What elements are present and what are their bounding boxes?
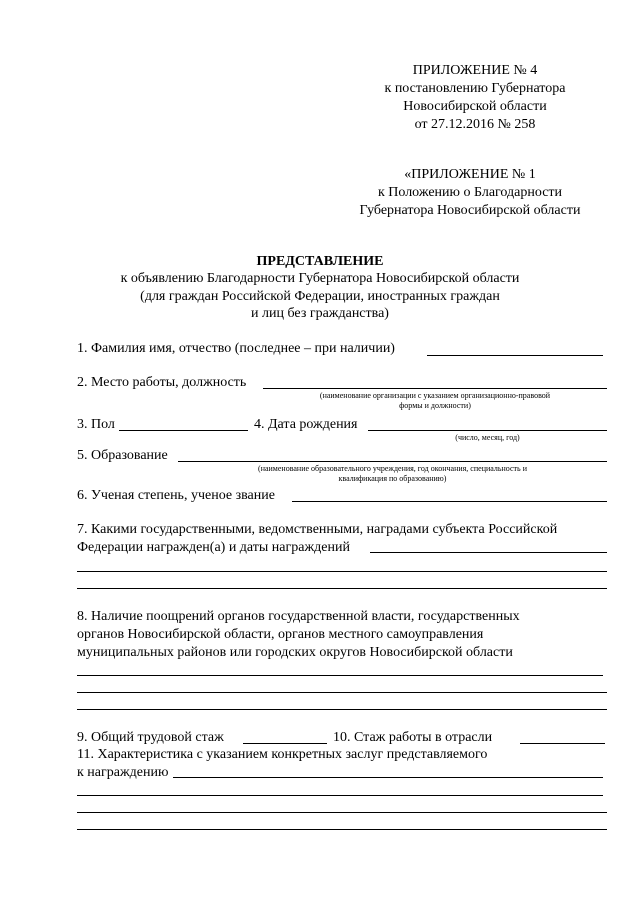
title-sub3: и лиц без гражданства) [251, 306, 389, 321]
field11-line1[interactable] [173, 777, 603, 778]
appendix1-line3: Губернатора Новосибирской области [359, 203, 581, 218]
field7-label-line2: Федерации награжден(а) и даты награждений [77, 540, 350, 555]
field7-line1[interactable] [370, 552, 607, 553]
field11-line3[interactable] [77, 812, 607, 813]
field5-label: 5. Образование [77, 448, 168, 463]
field1-label: 1. Фамилия имя, отчество (последнее – при наличии) [77, 341, 395, 356]
field8-line2[interactable] [77, 692, 607, 693]
field8-line3[interactable] [77, 709, 607, 710]
field7-line2[interactable] [77, 571, 607, 572]
field11-line4[interactable] [77, 829, 607, 830]
field8-label-line2: органов Новосибирской области, органов местного самоуправления [77, 627, 484, 642]
field10-line[interactable] [520, 743, 605, 744]
field2-hint-line2: формы и должности) [399, 401, 471, 410]
title-sub2: (для граждан Российской Федерации, иностранных граждан [140, 289, 500, 304]
appendix4-line1: ПРИЛОЖЕНИЕ № 4 [412, 63, 538, 78]
field1-line[interactable] [427, 355, 603, 356]
field2-hint-line1: (наименование организации с указанием организационно-правовой [319, 391, 551, 400]
field8-line1[interactable] [77, 675, 603, 676]
field6-line[interactable] [292, 501, 607, 502]
field2-line[interactable] [263, 388, 607, 389]
appendix4-line4: от 27.12.2016 № 258 [414, 117, 536, 132]
page-title: ПРЕДСТАВЛЕНИЕ [256, 254, 384, 269]
field8-label-line3: муниципальных районов или городских округов Новосибирской области [77, 645, 513, 660]
field3-line[interactable] [119, 430, 248, 431]
field2-label: 2. Место работы, должность [77, 375, 247, 390]
field5-line[interactable] [178, 461, 607, 462]
field3-label: 3. Пол [77, 417, 115, 432]
appendix4-line2: к постановлению Губернатора [384, 81, 566, 96]
field4-line[interactable] [368, 430, 607, 431]
field6-label: 6. Ученая степень, ученое звание [77, 488, 275, 503]
field5-hint-line1: (наименование образовательного учреждения, год окончания, специальность и [258, 464, 527, 473]
appendix1-header [330, 166, 610, 220]
appendix4-header [380, 62, 570, 134]
field9-line[interactable] [243, 743, 327, 744]
field4-label: 4. Дата рождения [254, 417, 358, 432]
field7-label-line1: 7. Какими государственными, ведомственными, наградами субъекта Российской [77, 522, 558, 537]
field2-hint [263, 391, 607, 411]
field11-label-line1: 11. Характеристика с указанием конкретных заслуг представляемого [77, 747, 488, 762]
field11-label-line2: к награждению [77, 765, 169, 780]
title-sub1: к объявлению Благодарности Губернатора Новосибирской области [120, 271, 520, 286]
field10-label: 10. Стаж работы в отрасли [333, 730, 493, 745]
field5-hint-line2: квалификация по образованию) [338, 474, 447, 483]
field11-line2[interactable] [77, 795, 603, 796]
field8-label-line1: 8. Наличие поощрений органов государственной власти, государственных [77, 609, 520, 624]
field4-hint: (число, месяц, год) [455, 433, 520, 442]
field5-hint [178, 464, 607, 484]
appendix1-line2: к Положению о Благодарности [377, 185, 563, 200]
field7-line3[interactable] [77, 588, 607, 589]
appendix4-line3: Новосибирской области [403, 99, 547, 114]
appendix1-line1: «ПРИЛОЖЕНИЕ № 1 [404, 167, 536, 182]
field9-label: 9. Общий трудовой стаж [77, 730, 224, 745]
